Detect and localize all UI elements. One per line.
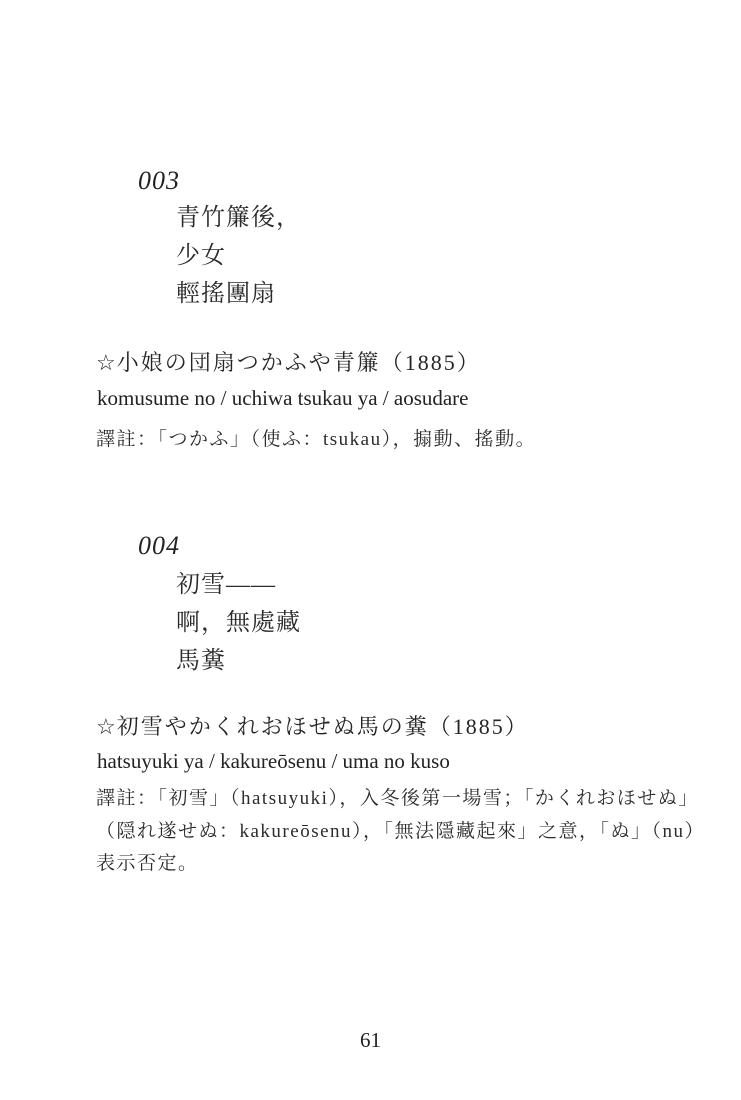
star-icon: ☆: [96, 350, 116, 375]
translator-note-004: [96, 783, 705, 881]
note-line: 譯註：「つかふ」（使ふ：tsukau），搧動、搖動。: [96, 429, 537, 450]
translator-note-003: [96, 424, 536, 457]
original-haiku-003: [96, 350, 481, 376]
romaji-004: hatsuyuki ya / kakureōsenu / uma no kuso: [97, 749, 450, 773]
page-number: 61: [360, 1028, 381, 1052]
note-line: （隠れ遂せぬ：kakureōsenu），「無法隱藏起來」之意，「ぬ」（nu）: [96, 820, 706, 842]
poem-line: 馬糞: [176, 648, 226, 674]
entry-number-004: 004: [138, 531, 180, 560]
romaji-003: komusume no / uchiwa tsukau ya / aosudare: [97, 386, 469, 410]
poem-line: 啊，無處藏: [176, 610, 301, 636]
note-line: 表示否定。: [96, 853, 199, 874]
poem-line: 青竹簾後，: [176, 205, 301, 231]
original-haiku-text: 小娘の団扇つかふや青簾（1885）: [116, 350, 481, 375]
poem-line: 初雪——: [176, 572, 276, 598]
note-line: 譯註：「初雪」（hatsuyuki），入冬後第一場雪；「かくれおほせぬ」: [96, 788, 699, 809]
poem-004: [176, 566, 301, 680]
poem-line: 輕搖團扇: [176, 281, 276, 307]
original-haiku-text: 初雪やかくれおほせぬ馬の糞（1885）: [116, 714, 529, 739]
original-haiku-004: [96, 714, 529, 740]
poem-003: [176, 199, 301, 313]
poem-line: 少女: [176, 243, 226, 269]
entry-number-003: 003: [138, 166, 180, 195]
star-icon: ☆: [96, 714, 116, 739]
